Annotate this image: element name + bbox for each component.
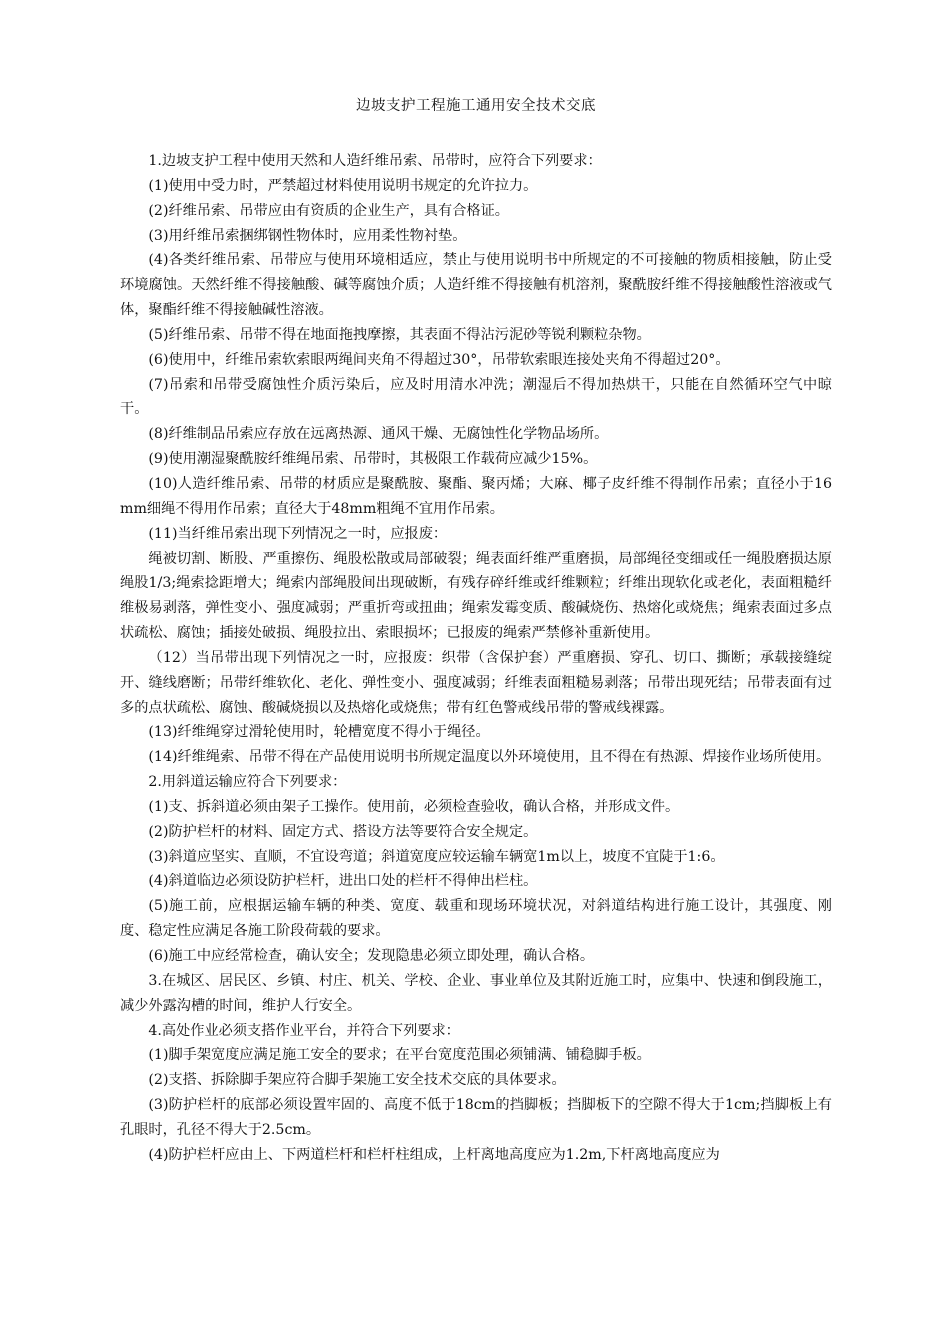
paragraph: (8)纤维制品吊索应存放在远离热源、通风干燥、无腐蚀性化学物品场所。 (148, 426, 609, 443)
document-title: 边坡支护工程施工通用安全技术交底 (356, 98, 596, 114)
paragraph: (6)施工中应经常检查，确认安全；发现隐患必须立即处理，确认合格。 (148, 948, 595, 964)
paragraph: (11)当纤维吊索出现下列情况之一时，应报废： (148, 525, 448, 542)
paragraph: (6)使用中，纤维吊索软索眼两绳间夹角不得超过30°，吊带软索眼连接处夹角不得超过20°。 (148, 351, 730, 368)
paragraph: (3)用纤维吊索捆绑钢性物体时，应用柔性物衬垫。 (148, 227, 467, 244)
paragraph: 4.高处作业必须支搭作业平台，并符合下列要求： (148, 1022, 460, 1039)
paragraph: (10)人造纤维吊索、吊带的材质应是聚酰胺、聚酯、聚丙烯；大麻、椰子皮纤维不得制作吊索；直径小于16mm细绳不得用作吊索；直径大于48mm粗绳不宜用作吊索。 (120, 475, 832, 517)
paragraph: (14)纤维绳索、吊带不得在产品使用说明书所规定温度以外环境使用，且不得在有热源、焊接作业场所使用。 (148, 749, 831, 766)
paragraph: (1)脚手架宽度应满足施工安全的要求；在平台宽度范围必须铺满、铺稳脚手板。 (148, 1047, 651, 1064)
document-body (120, 149, 832, 1168)
paragraph: (4)各类纤维吊索、吊带应与使用环境相适应，禁止与使用说明书中所规定的不可接触的物质相接触，防止受环境腐蚀。天然纤维不得接触酸、碱等腐蚀介质；人造纤维不得接触有机溶剂，聚酰胺纤维不得接触酸性溶液或气体，聚酯纤维不得接触碱性溶液。 (120, 252, 832, 319)
paragraph: (13)纤维绳穿过滑轮使用时，轮槽宽度不得小于绳径。 (148, 724, 490, 741)
paragraph: 绳被切割、断股、严重擦伤、绳股松散或局部破裂；绳表面纤维严重磨损，局部绳径变细或任一绳股磨损达原绳股1/3;绳索捻距增大；绳索内部绳股间出现破断，有残存碎纤维或纤维颗粒；纤维出现软化或老化，表面粗糙纤维极易剥落，弹性变小、强度减弱；严重折弯或扭曲；绳索发霉变质、酸碱烧伤、热熔化或烧焦；绳索表面过多点状疏松、腐蚀；插接处破损、绳股拉出、索眼损坏；已报废的绳索严禁修补重新使用。 (120, 550, 832, 642)
paragraph: (1)使用中受力时，严禁超过材料使用说明书规定的允许拉力。 (148, 177, 538, 194)
paragraph: (2)支搭、拆除脚手架应符合脚手架施工安全技术交底的具体要求。 (148, 1072, 566, 1089)
paragraph: (2)纤维吊索、吊带应由有资质的企业生产，具有合格证。 (148, 202, 509, 219)
paragraph: (2)防护栏杆的材料、固定方式、搭设方法等要符合安全规定。 (148, 823, 538, 840)
paragraph: （12）当吊带出现下列情况之一时，应报废：织带（含保护套）严重磨损、穿孔、切口、撕断；承载接缝绽开、缝线磨断；吊带纤维软化、老化、弹性变小、强度减弱；纤维表面粗糙易剥落；吊带出现死结；吊带表面有过多的点状疏松、腐蚀、酸碱烧损以及热熔化或烧焦；带有红色警戒线吊带的警戒线裸露。 (120, 649, 832, 716)
document-page (120, 96, 832, 1168)
paragraph: (3)防护栏杆的底部必须设置牢固的、高度不低于18cm的挡脚板；挡脚板下的空隙不得大于1cm;挡脚板上有孔眼时，孔径不得大于2.5cm。 (120, 1097, 832, 1138)
paragraph: (1)支、拆斜道必须由架子工操作。使用前，必须检查验收，确认合格，并形成文件。 (148, 798, 680, 815)
paragraph: (4)斜道临边必须设防护栏杆，进出口处的栏杆不得伸出栏柱。 (148, 873, 538, 890)
paragraph: (9)使用潮湿聚酰胺纤维绳吊索、吊带时，其极限工作载荷应减少15%。 (148, 451, 598, 468)
paragraph: 1.边坡支护工程中使用天然和人造纤维吊索、吊带时，应符合下列要求： (148, 153, 602, 169)
paragraph: (5)施工前，应根据运输车辆的种类、宽度、载重和现场环境状况，对斜道结构进行施工设计，其强度、刚度、稳定性应满足各施工阶段荷载的要求。 (120, 898, 832, 940)
paragraph: 3.在城区、居民区、乡镇、村庄、机关、学校、企业、事业单位及其附近施工时，应集中、快速和倒段施工，减少外露沟槽的时间，维护人行安全。 (120, 972, 832, 1014)
paragraph: (5)纤维吊索、吊带不得在地面拖拽摩擦，其表面不得沾污泥砂等锐利颗粒杂物。 (148, 326, 651, 343)
paragraph: (4)防护栏杆应由上、下两道栏杆和栏杆柱组成，上杆离地高度应为1.2m,下杆离地高度应为 (148, 1146, 720, 1163)
paragraph: 2.用斜道运输应符合下列要求： (148, 774, 347, 791)
paragraph: (3)斜道应坚实、直顺，不宜设弯道；斜道宽度应较运输车辆宽1m以上，坡度不宜陡于1:6。 (148, 848, 725, 865)
paragraph: (7)吊索和吊带受腐蚀性介质污染后，应及时用清水冲洗；潮湿后不得加热烘干，只能在自然循环空气中晾干。 (120, 376, 832, 418)
